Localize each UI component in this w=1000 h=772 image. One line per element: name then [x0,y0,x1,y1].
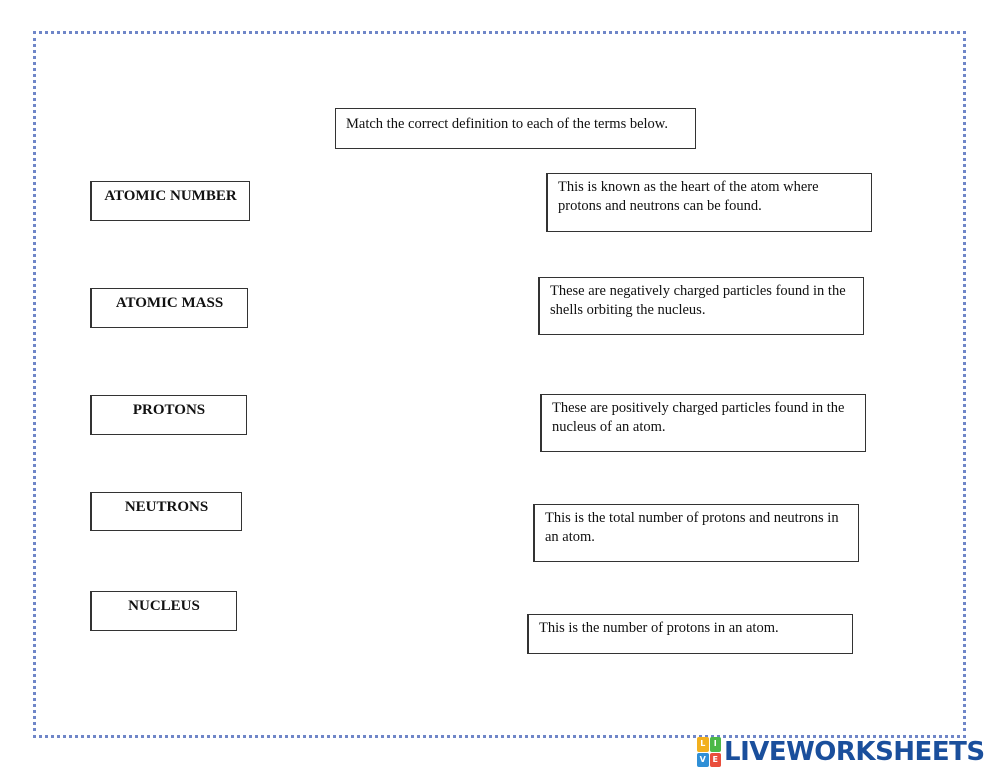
liveworksheets-logo [697,735,985,769]
term-box-atomic-number[interactable] [90,181,250,221]
logo-text: LIVEWORKSHEETS [724,737,985,767]
term-label: NUCLEUS [128,598,200,614]
term-label: ATOMIC MASS [115,295,224,311]
definition-box-1[interactable] [546,173,872,232]
term-label: NEUTRONS [124,499,209,515]
term-box-protons[interactable] [90,395,247,435]
term-label: ATOMIC NUMBER [104,188,237,204]
definition-text: These are positively charged particles found in the nucleus of an atom. [552,400,845,435]
definition-text: These are negatively charged particles found in the shells orbiting the nucleus. [550,283,846,318]
instruction-box [335,108,696,149]
term-box-neutrons[interactable] [90,492,242,531]
term-box-nucleus[interactable] [90,591,237,631]
definition-text: This is known as the heart of the atom where protons and neutrons can be found. [558,179,819,214]
logo-mark-icon: L I V E [697,737,721,767]
definition-box-2[interactable] [538,277,864,335]
instruction-text: Match the correct definition to each of the terms below. [346,116,668,132]
definition-text: This is the total number of protons and neutrons in an atom. [545,510,839,545]
definition-box-4[interactable] [533,504,859,562]
definition-box-3[interactable] [540,394,866,452]
term-label: PROTONS [132,402,206,418]
definition-text: This is the number of protons in an atom. [539,620,779,636]
term-box-atomic-mass[interactable] [90,288,248,328]
definition-box-5[interactable] [527,614,853,654]
